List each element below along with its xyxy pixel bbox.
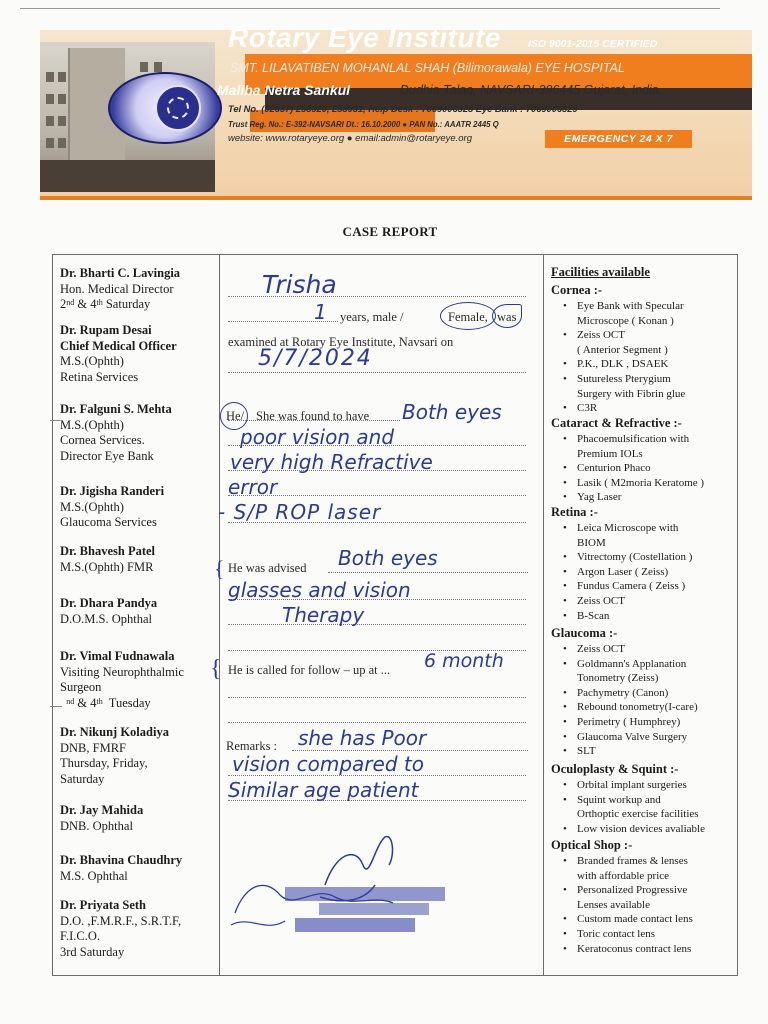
facility-item-text: Lasik ( M2moria Keratome )	[577, 476, 705, 489]
facility-item-text: Eye Bank with Specular	[577, 300, 684, 312]
doctor-schedule: 2nd & 4th Saturday	[60, 297, 151, 311]
doctor-entry	[60, 544, 220, 575]
facility-section-heading: Cataract & Refractive :-	[551, 416, 682, 430]
facility-item-text: C3R	[577, 402, 598, 415]
facilities-title: Facilities available	[551, 265, 650, 279]
doctor-signature-and-stamp	[225, 825, 455, 940]
facility-item-text: Goldmann's Applanation	[577, 657, 687, 670]
margin-mark	[50, 420, 60, 421]
facility-item-text: Custom made contact lens	[577, 913, 693, 926]
doctor-detail: Glaucoma Services	[60, 515, 157, 529]
doctor-name: Dr. Rupam Desai	[60, 323, 152, 337]
telephone-line: Tel No. (02637) 258920, 258931, Help Desk : 7069006328 Eye Bank : 7069006329	[228, 104, 578, 114]
he-label: He/	[226, 409, 245, 423]
facility-section-heading: Optical Shop :-	[551, 838, 633, 852]
was-label: was	[497, 310, 517, 324]
doctor-name: Dr. Vimal Fudnawala	[60, 649, 175, 663]
facility-item-text: with affordable price	[577, 869, 670, 882]
building-entrance	[40, 160, 215, 192]
facility-item-text: Sutureless Pterygium	[577, 373, 671, 385]
facility-item-text: Tonometry (Zeiss)	[577, 672, 659, 685]
facility-item-text: Orthoptic exercise facilities	[577, 808, 699, 821]
facility-section-heading: Cornea :-	[551, 283, 603, 297]
doctor-name: Dr. Priyata Seth	[60, 898, 146, 912]
doctor-detail: Saturday	[60, 771, 105, 786]
age-handwritten: 1	[314, 300, 327, 324]
doctor-entry	[60, 853, 220, 884]
age-suffix-label: years, male /	[340, 310, 404, 324]
facility-item-text: Lenses available	[577, 898, 650, 911]
advice-line	[228, 624, 526, 625]
doctor-detail: D.O. ,F.M.R.F., S.R.T.F,	[60, 913, 182, 928]
bracket-mark: {	[214, 556, 225, 581]
bullet-icon: •	[563, 855, 567, 867]
facility-item-text: Low vision devices avaliable	[577, 822, 705, 835]
facility-item-text: B-Scan	[577, 609, 610, 622]
doctor-name: Dr. Bharti C. Lavingia	[60, 266, 181, 280]
bullet-icon: •	[563, 942, 567, 955]
facility-item-text: Toric contact lens	[577, 928, 656, 940]
doctor-entry	[60, 803, 220, 834]
bullet-icon: •	[563, 522, 567, 534]
letterhead-bottom-rule	[40, 196, 752, 200]
doctor-name: Dr. Jay Mahida	[60, 803, 144, 817]
maliba-netra-sankul: Maliba Netra Sankul	[217, 82, 351, 98]
followup-line	[228, 697, 526, 698]
bullet-icon: •	[563, 686, 567, 699]
facility-item-text: Rebound tonometry(I-care)	[577, 701, 698, 714]
advice-handwritten: glasses and vision	[228, 578, 411, 602]
doctor-detail: M.S.(Ophth)	[60, 417, 124, 432]
advice-handwritten: Both eyes	[338, 546, 438, 570]
building-window	[46, 138, 54, 148]
doctor-detail: Thursday, Friday,	[60, 756, 148, 770]
date-line	[228, 372, 526, 373]
facility-item-text: Microscope ( Konan )	[577, 314, 674, 327]
facility-item-text: Perimetry ( Humphrey)	[577, 716, 681, 728]
doctor-detail: Hon. Medical Director	[60, 281, 174, 296]
doctor-name: Dr. Nikunj Koladiya	[60, 725, 169, 739]
bullet-icon: •	[563, 358, 567, 371]
facility-item-text: SLT	[577, 745, 596, 758]
bracket-mark: {	[210, 656, 222, 682]
facility-item-text: Branded frames & lenses	[577, 855, 688, 867]
doctor-detail: Visiting Neurophthalmic	[60, 664, 184, 679]
doctor-detail: Retina Services	[60, 369, 139, 384]
margin-mark	[50, 706, 62, 707]
bullet-icon: •	[563, 462, 567, 475]
bullet-icon: •	[563, 402, 567, 415]
building-window	[46, 116, 54, 126]
finding-handwritten: error	[228, 475, 278, 499]
doctor-detail: 3rd Saturday	[60, 944, 125, 959]
bullet-icon: •	[563, 300, 567, 312]
facility-item-text: Vitrectomy (Costellation )	[577, 551, 693, 564]
doctor-entry	[60, 323, 220, 385]
emergency-badge: EMERGENCY 24 X 7	[545, 130, 692, 148]
remarks-handwritten: Similar age patient	[228, 778, 419, 802]
finding-handwritten: Both eyes	[402, 400, 502, 424]
bullet-icon: •	[563, 822, 567, 835]
finding-handwritten: - S/P ROP laser	[218, 500, 382, 524]
bullet-icon: •	[563, 657, 567, 670]
facility-item-text: Personalized Progressive	[577, 884, 688, 897]
facility-item-text: Argon Laser ( Zeiss)	[577, 565, 669, 578]
institute-title: Rotary Eye Institute	[228, 22, 501, 53]
facility-item-text: P.K., DLK , DSAEK	[577, 358, 669, 371]
bullet-icon: •	[563, 329, 567, 342]
website-email: website: www.rotaryeye.org ● email:admin@rotaryeye.org	[228, 133, 473, 144]
doctor-entry	[60, 484, 220, 531]
bullet-icon: •	[563, 551, 567, 564]
doctor-detail: M.S. Ophthal	[60, 868, 128, 883]
facility-item-text: Yag Laser	[577, 491, 622, 504]
doctor-detail: DNB. Ophthal	[60, 818, 133, 833]
remarks-label: Remarks :	[226, 739, 278, 753]
trust-registration: Trust Reg. No.: E-392-NAVSARI Dt.: 16.10.2000 ● PAN No.: AAATR 2445 Q	[228, 120, 499, 129]
building-window	[46, 72, 54, 82]
remarks-handwritten: she has Poor	[298, 726, 427, 750]
date-handwritten: 5/7/2024	[258, 346, 373, 371]
doctor-entry	[60, 402, 220, 464]
doctor-name: Dr. Bhavesh Patel	[60, 544, 156, 558]
doctor-name: Dr. Dhara Pandya	[60, 596, 158, 610]
facility-item-text: Leica Microscope with	[577, 522, 679, 534]
doctor-detail: D.O.M.S. Ophthal	[60, 611, 153, 626]
patient-name-handwritten: Trisha	[262, 270, 337, 299]
doctor-detail: Surgeon	[60, 680, 102, 694]
bullet-icon: •	[563, 580, 567, 593]
finding-handwritten: poor vision and	[240, 425, 395, 449]
doctor-entry	[60, 649, 220, 711]
remarks-handwritten: vision compared to	[232, 752, 424, 776]
facility-item-text: Keratoconus contract lens	[577, 942, 692, 955]
facility-item-text: ( Anterior Segment )	[577, 343, 668, 356]
column-divider-right	[543, 254, 544, 976]
page-top-rule	[20, 8, 720, 9]
doctor-detail: Chief Medical Officer	[60, 338, 177, 353]
doctor-schedule: $^{nd}$ & 4th Tuesday	[66, 695, 151, 710]
doctor-detail: M.S.(Ophth)	[60, 499, 124, 514]
bullet-icon: •	[563, 730, 567, 743]
bullet-icon: •	[563, 928, 567, 940]
bullet-icon: •	[563, 373, 567, 385]
bullet-icon: •	[563, 595, 567, 607]
bullet-icon: •	[563, 779, 567, 791]
doctor-name: Dr. Falguni S. Mehta	[60, 402, 172, 416]
bullet-icon: •	[563, 565, 567, 578]
doctor-detail: Director Eye Bank	[60, 448, 154, 463]
facility-item-text: BIOM	[577, 536, 606, 549]
facility-item-text: Centurion Phaco	[577, 462, 651, 475]
facility-item-text: Squint workup and	[577, 793, 661, 806]
facility-section-heading: Retina :-	[551, 505, 598, 519]
facility-item-text: Phacoemulsification with	[577, 433, 690, 445]
bullet-icon: •	[563, 884, 567, 897]
she-found-label: She was found to have	[256, 409, 370, 423]
bullet-icon: •	[563, 609, 567, 622]
building-window	[154, 62, 162, 72]
letterhead	[40, 30, 752, 200]
doctor-name: Dr. Jigisha Randeri	[60, 484, 165, 498]
advised-label: He was advised	[228, 561, 307, 575]
facility-item-text: Fundus Camera ( Zeiss )	[577, 580, 686, 593]
female-circle-mark	[440, 302, 496, 330]
advice-line	[328, 572, 528, 573]
remarks-line	[292, 750, 528, 751]
followup-line	[228, 722, 526, 723]
bullet-icon: •	[563, 701, 567, 714]
iso-certification: ISO 9001-2015 CERTIFIED	[528, 38, 658, 50]
facility-item-text: Premium IOLs	[577, 447, 643, 460]
facility-item-text: Zeiss OCT	[577, 643, 625, 655]
bullet-icon: •	[563, 643, 567, 655]
building-window	[58, 138, 66, 148]
hospital-subtitle: SMT. LILAVATIBEN MOHANLAL SHAH (Bilimorawala) EYE HOSPITAL	[230, 61, 625, 75]
finding-handwritten: very high Refractive	[230, 450, 433, 474]
doctor-entry	[60, 596, 220, 627]
bullet-icon: •	[563, 433, 567, 445]
facility-section-heading: Glaucoma :-	[551, 626, 618, 640]
advice-handwritten: Therapy	[282, 603, 365, 627]
building-window	[58, 116, 66, 126]
facility-item-text: Glaucoma Valve Surgery	[577, 730, 688, 743]
doctor-detail: F.I.C.O.	[60, 929, 100, 943]
case-report-title: CASE REPORT	[342, 224, 438, 239]
facility-item-text: Pachymetry (Canon)	[577, 686, 669, 699]
doctor-entry	[60, 266, 220, 313]
doctor-entry	[60, 725, 220, 787]
bullet-icon: •	[563, 745, 567, 758]
doctor-detail: DNB, FMRF	[60, 740, 126, 755]
bullet-icon: •	[563, 793, 567, 806]
hospital-address: Dudhia Talao, NAVSARI-396445 Gujarat, India.	[400, 83, 663, 97]
doctor-detail: M.S.(Ophth) FMR	[60, 559, 154, 574]
bullet-icon: •	[563, 913, 567, 926]
followup-label: He is called for follow – up at ...	[228, 663, 391, 677]
was-circle-mark	[492, 304, 522, 328]
facility-item-text: Surgery with Fibrin glue	[577, 387, 686, 400]
doctor-detail: M.S.(Ophth)	[60, 354, 124, 368]
facility-item-text: Orbital implant surgeries	[577, 779, 687, 791]
building-window	[58, 94, 66, 104]
followup-handwritten: 6 month	[424, 650, 504, 672]
rotary-eye-logo-icon	[155, 85, 201, 131]
doctor-detail: Cornea Services.	[60, 433, 145, 447]
gender-female-label: Female,	[448, 310, 488, 324]
doctor-name: Dr. Bhavina Chaudhry	[60, 853, 183, 867]
building-window	[58, 72, 66, 82]
facility-item-text: Zeiss OCT	[577, 595, 625, 607]
examined-label: examined at Rotary Eye Institute, Navsari on	[228, 335, 454, 349]
building-window	[46, 94, 54, 104]
bullet-icon: •	[563, 716, 567, 728]
facility-section-heading: Oculoplasty & Squint :-	[551, 762, 679, 776]
facility-item-text: Zeiss OCT	[577, 329, 625, 342]
bullet-icon: •	[563, 491, 567, 504]
doctor-entry	[60, 898, 220, 960]
building-window	[140, 62, 148, 72]
bullet-icon: •	[563, 476, 567, 489]
